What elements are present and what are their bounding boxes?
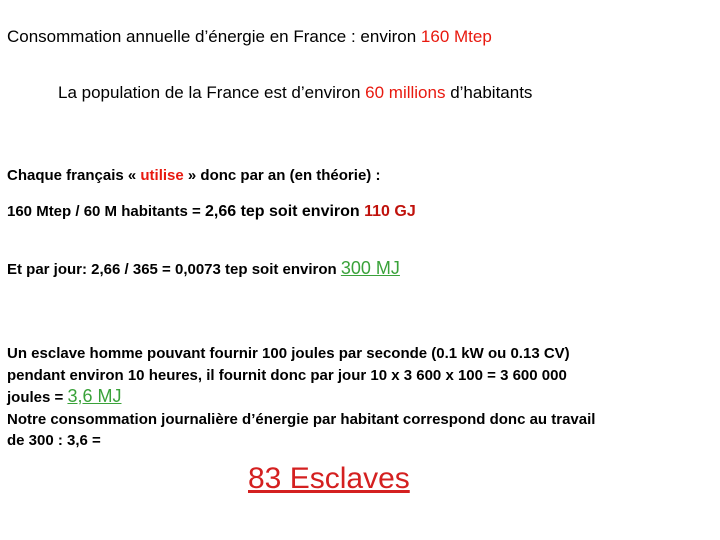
title-line — [7, 27, 492, 47]
daily-calc — [7, 258, 400, 279]
intro-prefix: Chaque français « — [7, 167, 141, 184]
title-highlight: 160 Mtep — [420, 27, 492, 46]
result-slaves: 83 Esclaves — [248, 462, 410, 495]
population-highlight: 60 millions — [365, 83, 446, 102]
slave-line-4: Notre consommation journalière d’énergie par habitant correspond donc au travail — [7, 410, 596, 428]
slave-line-2: pendant environ 10 heures, il fournit donc par jour 10 x 3 600 x 100 = 3 600 000 — [7, 366, 567, 384]
population-suffix: d’habitants — [445, 83, 533, 102]
yearly-mid: 2,66 tep soit environ — [204, 203, 365, 220]
per-person-intro — [7, 167, 380, 184]
yearly-calc — [7, 203, 416, 221]
slave-line-3-highlight: 3,6 MJ — [67, 386, 122, 406]
intro-suffix: » donc par an (en théorie) : — [183, 167, 381, 184]
slave-paragraph — [7, 343, 719, 452]
slave-line-3 — [7, 386, 719, 409]
population-prefix: La population de la France est d’environ — [58, 83, 366, 102]
yearly-highlight: 110 GJ — [364, 203, 416, 220]
slave-line-1: Un esclave homme pouvant fournir 100 joules par seconde (0.1 kW ou 0.13 CV) — [7, 345, 570, 362]
population-line — [58, 83, 532, 103]
slave-line-3-prefix: joules = — [7, 389, 68, 406]
slave-line-5: de 300 : 3,6 = — [7, 432, 101, 449]
intro-highlight: utilise — [140, 167, 184, 184]
daily-prefix: Et par jour: 2,66 / 365 = 0,0073 tep soit environ — [7, 261, 341, 278]
yearly-prefix: 160 Mtep / 60 M habitants = — [7, 203, 205, 220]
title-text: Consommation annuelle d’énergie en France : environ — [7, 27, 421, 46]
daily-highlight: 300 MJ — [340, 258, 400, 278]
